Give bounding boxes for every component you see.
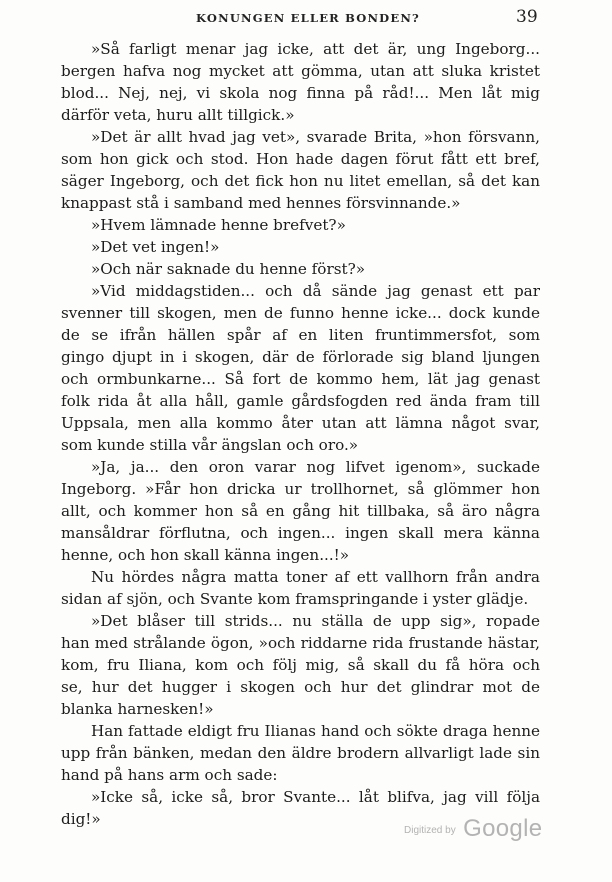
text-line: sidan af sjön, och Svante kom framspringande i yster glädje. — [61, 590, 529, 608]
text-line: Uppsala, men alla kommo åter utan att lämna något svar, — [61, 414, 540, 432]
text-line: »Hvem lämnade henne brefvet?» — [91, 216, 346, 234]
text-line: »Det blåser till strids... nu ställa de upp sig», ropade — [91, 612, 540, 630]
text-line: hand på hans arm och sade: — [61, 766, 278, 784]
text-line: därför veta, huru allt tillgick.» — [61, 106, 295, 124]
text-line: knappast stå i samband med hennes försvinnande.» — [61, 194, 461, 212]
text-line: Han fattade eldigt fru Ilianas hand och sökte draga henne — [91, 722, 540, 740]
digitized-by-google-watermark — [404, 815, 542, 843]
text-line: blanka harnesken!» — [61, 700, 214, 718]
text-line: gingo djupt in i skogen, där de förlorade sig bland ljungen — [61, 348, 540, 366]
text-line: de se ifrån hällen spår af en liten fruntimmersfot, som — [61, 326, 540, 344]
text-line: svenner till skogen, men de funno henne icke... dock kunde — [61, 304, 540, 322]
text-line: och ormbunkarne... Så fort de kommo hem, lät jag genast — [61, 370, 540, 388]
text-line: som hon gick och stod. Hon hade dagen förut fått ett bref, — [61, 150, 540, 168]
text-line: upp från bänken, medan den äldre brodern allvarligt lade sin — [61, 744, 540, 762]
text-line: Ingeborg. »Får hon dricka ur trollhornet, så glömmer hon — [61, 480, 540, 498]
body-text — [61, 38, 540, 830]
text-line: »Så farligt menar jag icke, att det är, ung Ingeborg... — [91, 40, 540, 58]
text-line: dig!» — [61, 810, 101, 828]
text-line: som kunde stilla vår ängslan och oro.» — [61, 436, 359, 454]
text-line: »Icke så, icke så, bror Svante... låt blifva, jag vill följa — [91, 788, 540, 806]
text-line: säger Ingeborg, och det fick hon nu litet emellan, så det kan — [61, 172, 540, 190]
text-line: henne, och hon skall känna ingen...!» — [61, 546, 350, 564]
text-line: mansåldrar förflutna, och ingen... ingen skall mera känna — [61, 524, 540, 542]
text-line: »Vid middagstiden... och då sände jag genast ett par — [91, 282, 540, 300]
text-line: se, hur det hugger i skogen och hur det glindrar mot de — [61, 678, 540, 696]
text-line: kom, fru Iliana, kom och följ mig, så skall du få höra och — [61, 656, 540, 674]
text-line: »Det vet ingen!» — [91, 238, 220, 256]
running-title: KONUNGEN ELLER BONDEN? — [196, 11, 420, 25]
page-number: 39 — [516, 7, 538, 27]
text-line: allt, och kommer hon så en gång hit tillbaka, så äro några — [61, 502, 540, 520]
text-line: bergen hafva nog mycket att gömma, utan att sluka kristet — [61, 62, 540, 80]
text-line: Nu hördes några matta toner af ett vallhorn från andra — [91, 568, 540, 586]
text-line: »Det är allt hvad jag vet», svarade Brita, »hon försvann, — [91, 128, 540, 146]
text-line: han med strålande ögon, »och riddarne rida frustande hästar, — [61, 634, 540, 652]
google-logo: Google — [463, 815, 543, 842]
text-line: blod... Nej, nej, vi skola nog finna på råd!... Men låt mig — [61, 84, 540, 102]
watermark-prefix: Digitized by — [404, 825, 456, 836]
text-line: folk rida åt alla håll, gamle gårdsfogden red ända fram till — [61, 392, 540, 410]
text-line: »Ja, ja... den oron varar nog lifvet igenom», suckade — [91, 458, 540, 476]
text-line: »Och när saknade du henne först?» — [91, 260, 366, 278]
